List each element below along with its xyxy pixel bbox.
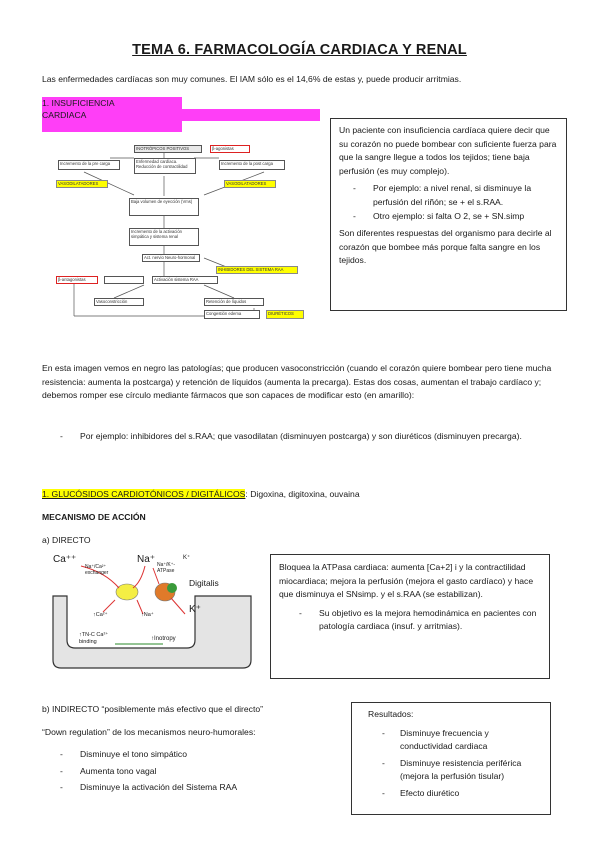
side-box-bullet-1: - Por ejemplo: a nivel renal, si disminuye la perfusión del riñón; se + el s.RAA.	[353, 183, 532, 207]
fc-retencion: Retención de líquidos	[204, 298, 264, 306]
cell-up-ca-label: ↑Ca²⁺	[93, 612, 108, 618]
cell-ca-label: Ca⁺⁺	[53, 554, 77, 565]
cell-atpase-label: Na⁺/K⁺- ATPase	[157, 562, 176, 574]
digitalis-cell-diagram	[45, 552, 260, 672]
results-item-1: - Disminuye frecuencia y conductividad cardiaca	[382, 727, 489, 752]
cell-k2-label: K⁺	[189, 604, 201, 615]
section1-heading-line1: 1. INSUFICIENCIA	[42, 97, 182, 109]
results-item-3-text: Efecto diurético	[400, 787, 460, 798]
section2-heading-rest: : Digoxina, digitoxina, ouvaina	[245, 489, 360, 499]
section2-heading	[42, 488, 572, 502]
fc-act-raa: Activación sistema RAA	[152, 276, 218, 284]
cell-tnc-label: ↑TN-C Ca²⁺ binding	[79, 632, 109, 645]
indirect-list-item-1: - Disminuye el tono simpático	[60, 749, 187, 759]
fc-precarga: Incremento de la pre carga	[58, 160, 120, 170]
fc-vasodilatadores-left: VASODILATADORES	[56, 180, 108, 188]
side-box-bullet-1-text: Por ejemplo: a nivel renal, si disminuye la perfusión del riñón; se + el s.RAA.	[373, 183, 532, 207]
fc-beta-agonistas: β-agonistas	[210, 145, 250, 153]
image-bullet-text: Por ejemplo: inhibidores del s.RAA; que vasodilatan (disminuyen postcarga) y son diuréticos (disminuyen precarga).	[80, 431, 522, 441]
directo-heading: a) DIRECTO	[42, 535, 91, 545]
section1-heading-fill	[42, 121, 182, 132]
side-box-paragraph-2: Son diferentes respuestas del organismo para decirle al corazón que bombee más porque falta sangre en los tejidos.	[339, 228, 552, 266]
results-title: Resultados:	[368, 709, 414, 719]
fc-inhibidores-raa: INHIBIDORES DEL SISTEMA RAA	[216, 266, 298, 274]
results-item-1-text: Disminuye frecuencia y conductividad cardiaca	[400, 727, 489, 752]
results-item-2: - Disminuye resistencia periférica (mejora la perfusión tisular)	[382, 757, 522, 782]
intro-text: Las enfermedades cardíacas son muy comunes. El IAM sólo es el 14,6% de estas y, puede producir arritmias.	[42, 74, 462, 84]
indirect-list	[54, 748, 334, 795]
side-box-bullet-2-text: Otro ejemplo: si falta O 2, se + SN.simp	[373, 210, 525, 221]
cell-up-na-label: ↑Na⁺	[141, 612, 154, 618]
indirecto-heading: b) INDIRECTO “posiblemente más efectivo que el directo”	[42, 704, 263, 714]
indirect-list-item-3-text: Disminuye la activación del Sistema RAA	[80, 782, 238, 793]
fc-eyeccion: Baja volumen de eyección (Vms)	[129, 198, 199, 216]
image-bullet: - Por ejemplo: inhibidores del s.RAA; que vasodilatan (disminuyen postcarga) y son diuréticos (disminuyen precarga).	[60, 431, 522, 441]
section1-heading-line2: CARDIACA	[42, 109, 320, 121]
cell-digitalis-label: Digitalis	[189, 578, 219, 588]
cell-inotropy-label: ↑Inotropy	[151, 636, 176, 642]
direct-box-bullet-text: Su objetivo es la mejora hemodinámica en pacientes con patología cardiaca (insuf. y arritmias).	[319, 607, 537, 632]
fc-vasodilatadores-right: VASODILATADORES	[224, 180, 276, 188]
side-box-paragraph: Un paciente con insuficiencia cardíaca quiere decir que su corazón no puede bombear con suficiente fuerza para que la sangre llegue a todos los tejidos; tiene baja perfusión (es muy complejo).	[339, 125, 557, 176]
image-explanation: En esta imagen vemos en negro las patologías; que producen vasoconstricción (cuando el corazón quiere bombear pero tiene mucha resistencia: aumenta la postcarga) y retención de líquidos (aumenta la precarga). Estas dos cosas, aumentan el trabajo cardíaco y; debemos romper ese círculo mediante fármacos que son capaces de modificar esto (en amarillo):	[42, 363, 552, 401]
fc-neuro: Act. nervio Neuro-hormonal	[142, 254, 200, 262]
indirect-list-item-2: - Aumenta tono vagal	[60, 765, 157, 776]
indirect-list-item-2-text: Aumenta tono vagal	[80, 765, 157, 776]
results-box	[351, 702, 551, 815]
fc-vaso-small	[104, 276, 144, 284]
cell-na-label: Na⁺	[137, 554, 156, 565]
fc-postcarga: Incremento de la post carga	[219, 160, 285, 170]
cell-exchanger-label: Na⁺/Ca²⁺ exchanger	[85, 564, 109, 576]
indirect-list-item-3: - Disminuye la activación del Sistema RAA	[60, 782, 238, 793]
results-item-3: - Efecto diurético	[382, 787, 460, 798]
fc-vasoconstriccion: Vasoconstricción	[94, 298, 144, 306]
fc-diureticos: DIURÉTICOS	[266, 310, 304, 319]
indirect-list-item-1-text: Disminuye el tono simpático	[80, 749, 187, 759]
fc-congestion: Congestión edema	[204, 310, 260, 319]
insuficiencia-note-box	[330, 118, 567, 311]
side-box-bullet-2: - Otro ejemplo: si falta O 2, se + SN.simp	[353, 210, 525, 221]
direct-box-paragraph: Bloquea la ATPasa cardiaca: aumenta [Ca+2] i y la contractilidad miocardiaca; mejora la perfusión (mejora el gasto cardíaco) y hace que disminuya el SNsimp. y el s.RAA (se estabilizan).	[279, 562, 534, 600]
section2-heading-highlight: 1. GLUCÓSIDOS CARDIOTÓNICOS / DIGITÁLICOS	[42, 489, 246, 499]
mecanismo-heading: MECANISMO DE ACCIÓN	[42, 512, 146, 522]
cell-k-label: K⁺	[183, 555, 191, 561]
fc-enfermedad: Enfermedad cardíaca. Reducción de contractilidad	[134, 158, 196, 174]
fc-beta-antagonistas: β-antagonistas	[56, 276, 98, 284]
fc-simpatico: Incremento de la activación simpática y sistema renal	[129, 228, 199, 246]
heart-failure-flowchart	[54, 140, 316, 325]
direct-effect-box	[270, 554, 550, 679]
down-regulation-text: “Down regulation” de los mecanismos neuro-humorales:	[42, 727, 256, 737]
section1-heading	[42, 97, 320, 137]
direct-box-bullet: - Su objetivo es la mejora hemodinámica en pacientes con patología cardiaca (insuf. y arritmias).	[299, 607, 537, 632]
page-title: TEMA 6. FARMACOLOGÍA CARDIACA Y RENAL	[132, 42, 467, 58]
results-item-2-text: Disminuye resistencia periférica (mejora la perfusión tisular)	[400, 757, 522, 782]
fc-inotropicos: INOTRÓPICOS POSITIVOS	[134, 145, 202, 153]
